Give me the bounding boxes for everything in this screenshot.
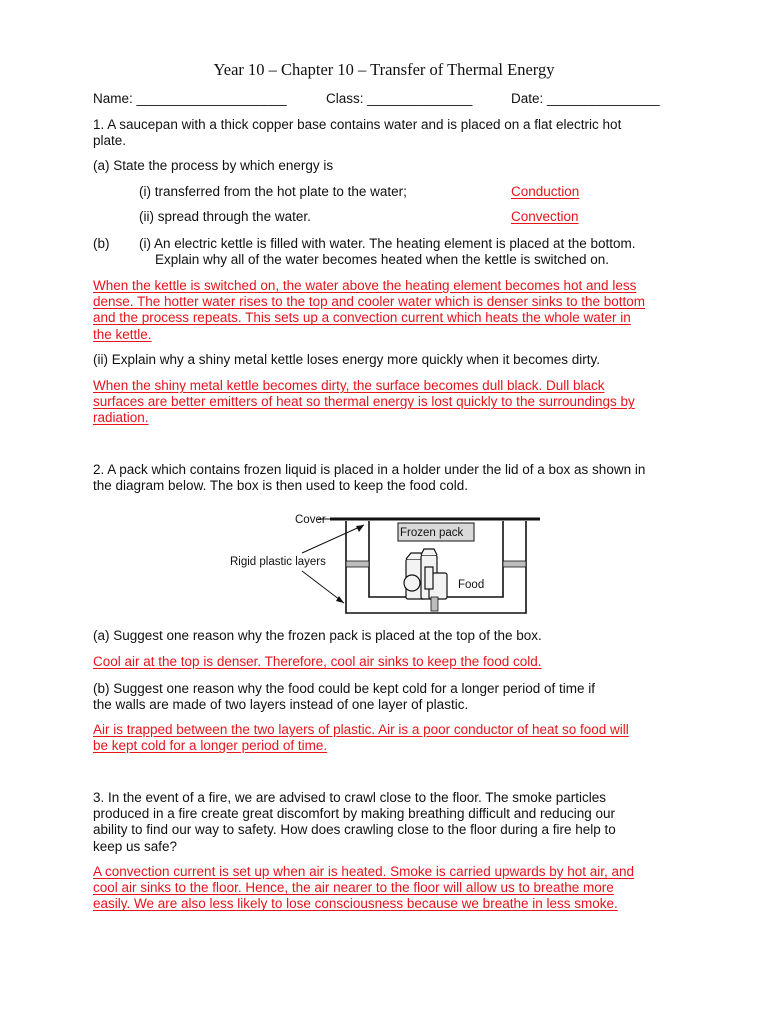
food-label: Food [458, 579, 485, 591]
q1-a-ii-answer: Convection [511, 209, 579, 224]
q1-b-ii-answer: When the shiny metal kettle becomes dirty, the surface becomes dull black. Dull black surfaces are better emitters of heat so thermal energy is lost quickly to the surroundings by radiation. [93, 378, 635, 426]
q1-a-i: (i) transferred from the hot plate to the water; [139, 184, 407, 199]
q1-b-i-line2: Explain why all of the water becomes heated when the kettle is switched on. [155, 252, 610, 267]
q1-b-label: (b) [93, 236, 110, 251]
rigid-layers-label: Rigid plastic layers [230, 556, 326, 568]
q1-b-i-line1: (i) An electric kettle is filled with water. The heating element is placed at the bottom. [139, 236, 636, 251]
date-field: Date: _______________ [511, 91, 660, 106]
q1-a-i-answer: Conduction [511, 184, 580, 199]
food-icon [404, 549, 447, 599]
q3-stem: 3. In the event of a fire, we are advised to crawl close to the floor. The smoke particles produced in a fire create great discomfort by making breathing difficult and reducing our ability to find our way to safety. How does crawling close to the floor during a fire help to keep us safe? [93, 790, 616, 854]
q2-b-line1: (b) Suggest one reason why the food could be kept cold for a longer period of time if [93, 681, 596, 696]
cover-label: Cover [295, 514, 326, 526]
cool-box-diagram [220, 505, 560, 620]
q1-stem-line1: 1. A saucepan with a thick copper base contains water and is placed on a flat electric hot [93, 117, 622, 132]
q1-a-ii: (ii) spread through the water. [139, 209, 311, 224]
q1-b-i-answer: When the kettle is switched on, the water above the heating element becomes hot and less dense. The hotter water rises to the top and cooler water which is denser sinks to the bottom and the process repeats. This sets up a convection current which heats the whole water in the kettle. [93, 278, 646, 342]
q2-stem-line2: the diagram below. The box is then used to keep the food cold. [93, 478, 469, 493]
q1-stem-line2: plate. [93, 133, 127, 148]
q2-a: (a) Suggest one reason why the frozen pack is placed at the top of the box. [93, 628, 542, 643]
name-field: Name: ____________________ [93, 91, 287, 106]
q3-answer: A convection current is set up when air is heated. Smoke is carried upwards by hot air, and cool air sinks to the floor. Hence, the air nearer to the floor will allow us to breathe more easily. We are also less likely to lose consciousness because we breathe in less smoke. [93, 864, 635, 912]
q1-a-stem: (a) State the process by which energy is [93, 158, 334, 173]
q2-a-answer: Cool air at the top is denser. Therefore, cool air sinks to keep the food cold. [93, 654, 542, 669]
class-field: Class: ______________ [326, 91, 473, 106]
q2-b-line2: the walls are made of two layers instead of one layer of plastic. [93, 697, 469, 712]
q2-stem-line1: 2. A pack which contains frozen liquid is placed in a holder under the lid of a box as shown in [93, 462, 646, 477]
q2-b-answer: Air is trapped between the two layers of plastic. Air is a poor conductor of heat so food will be kept cold for a longer period of time. [93, 722, 629, 754]
page-title: Year 10 – Chapter 10 – Transfer of Thermal Energy [213, 60, 555, 79]
frozen-pack-label: Frozen pack [400, 527, 464, 539]
q1-b-ii: (ii) Explain why a shiny metal kettle loses energy more quickly when it becomes dirty. [93, 352, 600, 367]
